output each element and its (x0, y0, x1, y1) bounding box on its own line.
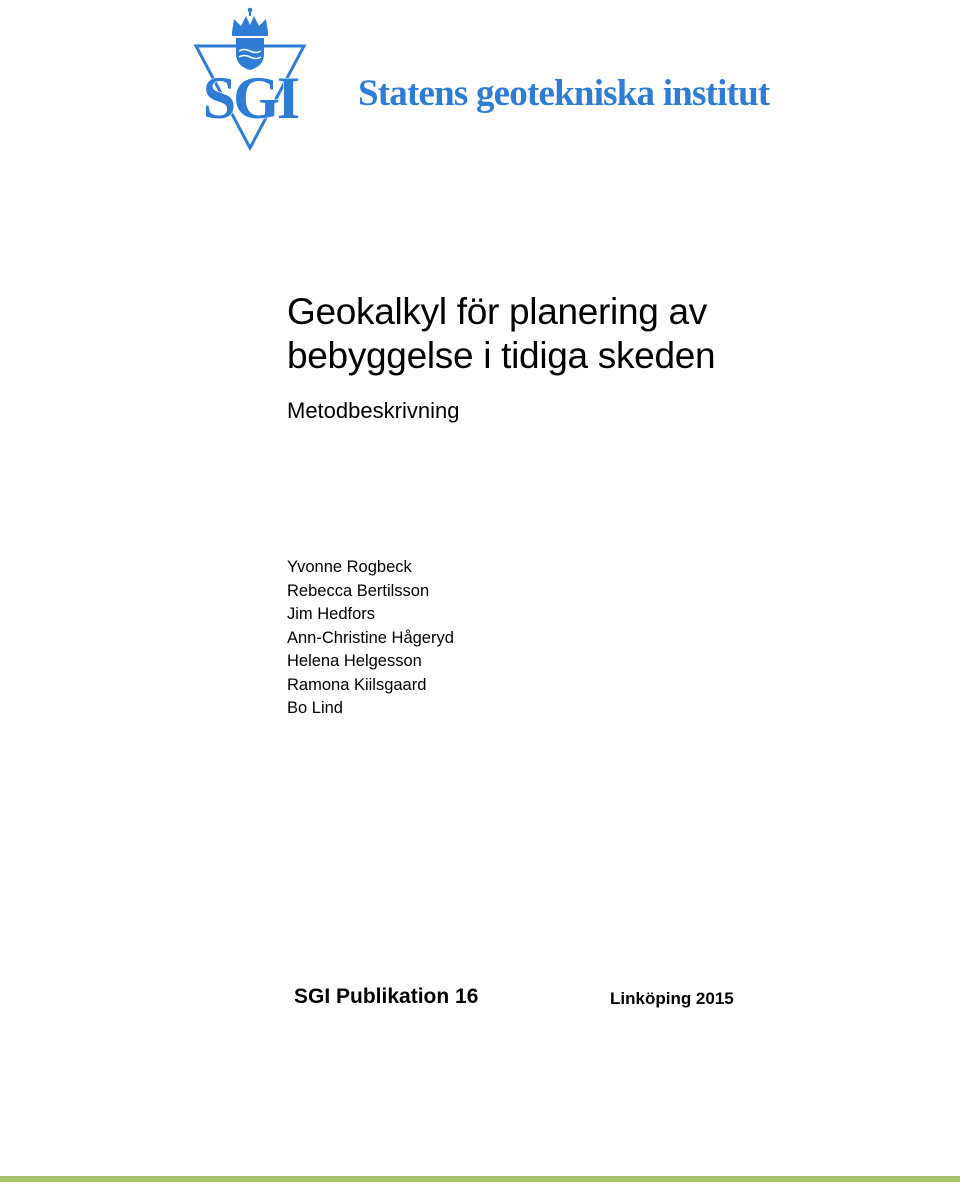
author-name: Bo Lind (287, 699, 343, 717)
place-year: Linköping 2015 (610, 989, 734, 1008)
crown-icon (232, 8, 268, 36)
document-subtitle: Metodbeskrivning (287, 398, 460, 423)
logo-text: SGI (202, 65, 298, 131)
sgi-logo (188, 4, 312, 152)
author-name: Ramona Kiilsgaard (287, 675, 427, 694)
title-line-2: bebyggelse i tidiga skeden (287, 335, 716, 376)
author-list (287, 556, 454, 721)
publication-label: SGI Publikation 16 (294, 985, 479, 1008)
institute-name: Statens geotekniska institut (358, 73, 770, 114)
title-line-1: Geokalkyl för planering av (287, 291, 707, 332)
author-name: Rebecca Bertilsson (287, 581, 430, 600)
bottom-rule (0, 1176, 960, 1182)
author-name: Helena Helgesson (287, 652, 422, 670)
author-name: Yvonne Rogbeck (287, 558, 412, 576)
author-name: Jim Hedfors (287, 605, 376, 623)
document-title (287, 290, 715, 378)
author-name: Ann-Christine Hågeryd (287, 628, 454, 647)
